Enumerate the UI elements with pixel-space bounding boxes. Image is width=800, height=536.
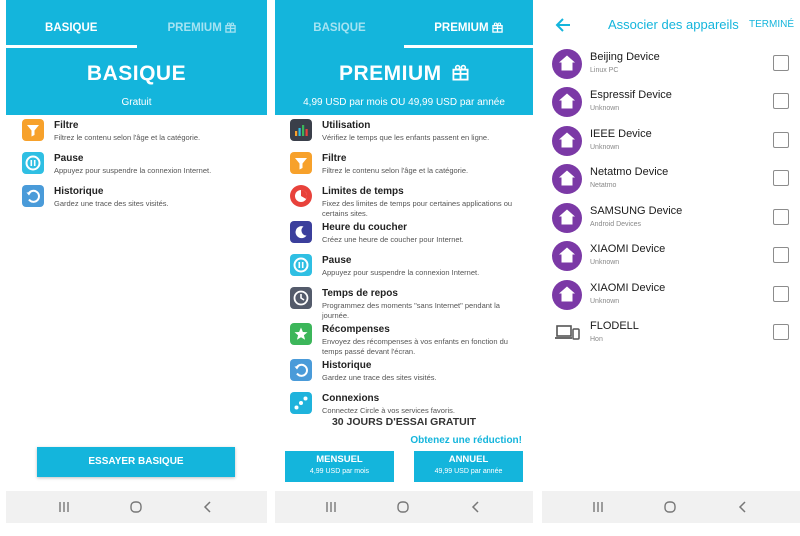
device-type: Unknown xyxy=(590,105,620,112)
device-checkbox[interactable] xyxy=(773,93,789,109)
discount-link[interactable]: Obtenez une réduction! xyxy=(410,435,522,446)
back-arrow-icon[interactable] xyxy=(554,16,572,34)
filter-icon xyxy=(22,119,44,141)
feature-desc: Envoyez des récompenses à vos enfants en fonction du temps passé devant l'écran. xyxy=(322,337,508,356)
feature-desc: Fixez des limites de temps pour certaines applications ou certains sites. xyxy=(322,199,513,218)
plan-title xyxy=(275,62,533,86)
feature-desc: Vérifiez le temps que les enfants passent en ligne. xyxy=(322,133,490,142)
tab-basic[interactable] xyxy=(6,14,137,48)
device-name: XIAOMI Device xyxy=(590,243,666,255)
home-nav-icon[interactable] xyxy=(395,499,411,515)
feature-title: Historique xyxy=(322,360,372,371)
laptop-phone-icon xyxy=(554,322,580,344)
plan-header xyxy=(6,0,267,115)
feature-desc: Créez une heure de coucher pour Internet. xyxy=(322,235,464,244)
device-name: SAMSUNG Device xyxy=(590,205,683,217)
device-type: Netatmo xyxy=(590,182,617,189)
annual-title: ANNUEL xyxy=(448,454,489,465)
device-row[interactable] xyxy=(552,164,792,202)
annual-plan-button[interactable] xyxy=(414,451,523,482)
feature-title: Pause xyxy=(322,255,352,266)
plan-price: 4,99 USD par mois OU 49,99 USD par année xyxy=(303,97,505,108)
device-name: Netatmo Device xyxy=(590,166,669,178)
home-icon xyxy=(552,280,582,310)
android-nav-bar xyxy=(542,491,800,523)
free-trial-label: 30 JOURS D'ESSAI GRATUIT xyxy=(331,416,477,428)
device-type: Android Devices xyxy=(590,221,641,228)
feature-desc: Appuyez pour suspendre la connexion Internet. xyxy=(322,268,480,277)
feature-desc: Filtrez le contenu selon l'âge et la catégorie. xyxy=(322,166,469,175)
feature-title: Temps de repos xyxy=(322,288,398,299)
usage-chart-icon xyxy=(290,119,312,141)
back-nav-icon[interactable] xyxy=(735,499,751,515)
plan-header xyxy=(275,0,533,115)
connections-icon xyxy=(290,392,312,414)
back-nav-icon[interactable] xyxy=(200,499,216,515)
recents-icon[interactable] xyxy=(590,499,606,515)
feature-title: Pause xyxy=(54,153,84,164)
back-nav-icon[interactable] xyxy=(468,499,484,515)
monthly-title: MENSUEL xyxy=(316,454,363,465)
tab-basic[interactable] xyxy=(275,14,404,48)
feature-desc: Filtrez le contenu selon l'âge et la catégorie. xyxy=(54,133,201,142)
device-checkbox[interactable] xyxy=(773,286,789,302)
bedtime-moon-icon xyxy=(290,221,312,243)
plan-title: BASIQUE xyxy=(86,62,187,85)
home-icon xyxy=(552,164,582,194)
device-type: Unknown xyxy=(590,298,620,305)
feature-title: Heure du coucher xyxy=(322,222,408,233)
try-basic-button[interactable]: ESSAYER BASIQUE xyxy=(37,447,235,477)
device-name: FLODELL xyxy=(590,320,639,332)
feature-desc: Connectez Circle à vos services favoris. xyxy=(322,406,455,415)
monthly-plan-button[interactable] xyxy=(285,451,394,482)
pause-icon xyxy=(290,254,312,276)
plan-title-text: PREMIUM xyxy=(338,62,442,85)
gift-icon xyxy=(492,22,503,33)
tab-basic-label: BASIQUE xyxy=(45,22,98,34)
home-icon xyxy=(552,126,582,156)
feature-title: Historique xyxy=(54,186,104,197)
recents-icon[interactable] xyxy=(56,499,72,515)
feature-title: Récompenses xyxy=(322,324,390,335)
device-checkbox[interactable] xyxy=(773,247,789,263)
device-type: Hon xyxy=(590,336,603,343)
android-nav-bar xyxy=(6,491,267,523)
device-row[interactable] xyxy=(552,203,792,241)
device-row[interactable] xyxy=(552,280,792,318)
feature-title: Filtre xyxy=(54,120,79,131)
device-checkbox[interactable] xyxy=(773,324,789,340)
device-name: IEEE Device xyxy=(590,128,652,140)
tab-premium[interactable] xyxy=(137,14,268,48)
device-name: XIAOMI Device xyxy=(590,282,666,294)
feature-desc: Gardez une trace des sites visités. xyxy=(54,199,169,208)
monthly-price: 4,99 USD par mois xyxy=(309,468,370,475)
home-nav-icon[interactable] xyxy=(662,499,678,515)
feature-desc: Appuyez pour suspendre la connexion Internet. xyxy=(54,166,212,175)
feature-title: Limites de temps xyxy=(322,186,404,197)
tab-basic-label: BASIQUE xyxy=(313,22,366,34)
device-row[interactable] xyxy=(552,49,792,87)
plan-tabs xyxy=(6,14,267,48)
feature-title: Connexions xyxy=(322,393,380,404)
star-icon xyxy=(290,323,312,345)
device-row[interactable] xyxy=(552,241,792,279)
filter-icon xyxy=(290,152,312,174)
history-icon xyxy=(22,185,44,207)
premium-plan-screen xyxy=(275,0,533,523)
device-name: Espressif Device xyxy=(590,89,672,101)
recents-icon[interactable] xyxy=(323,499,339,515)
device-checkbox[interactable] xyxy=(773,132,789,148)
device-type: Unknown xyxy=(590,144,620,151)
tab-indicator xyxy=(404,45,533,48)
device-row[interactable] xyxy=(552,318,792,356)
annual-price: 49,99 USD par année xyxy=(434,468,503,475)
clock-icon xyxy=(290,287,312,309)
tab-premium-label: PREMIUM xyxy=(167,22,222,34)
page-title: Associer des appareils xyxy=(608,17,739,32)
device-checkbox[interactable] xyxy=(773,170,789,186)
pause-icon xyxy=(22,152,44,174)
basic-plan-screen xyxy=(6,0,267,523)
device-type: Linux PC xyxy=(590,67,619,74)
tab-premium-label: PREMIUM xyxy=(434,22,489,34)
home-nav-icon[interactable] xyxy=(128,499,144,515)
app-bar xyxy=(542,0,800,48)
pair-devices-screen xyxy=(542,0,800,523)
plan-tabs xyxy=(275,14,533,48)
device-type: Unknown xyxy=(590,259,620,266)
feature-title: Filtre xyxy=(322,153,347,164)
gift-icon xyxy=(452,64,469,81)
feature-title: Utilisation xyxy=(322,120,371,131)
tab-premium[interactable] xyxy=(404,14,533,48)
feature-desc: Programmez des moments "sans Internet" pendant la journée. xyxy=(322,301,500,320)
home-icon xyxy=(552,241,582,271)
device-checkbox[interactable] xyxy=(773,209,789,225)
home-icon xyxy=(552,49,582,79)
device-row[interactable] xyxy=(552,87,792,125)
device-checkbox[interactable] xyxy=(773,55,789,71)
home-icon xyxy=(552,203,582,233)
android-nav-bar xyxy=(275,491,533,523)
done-button[interactable]: TERMINÉ xyxy=(749,19,794,30)
tab-indicator xyxy=(6,45,137,48)
gift-icon xyxy=(225,22,236,33)
feature-desc: Gardez une trace des sites visités. xyxy=(322,373,437,382)
device-row[interactable] xyxy=(552,126,792,164)
device-name: Beijing Device xyxy=(590,51,660,63)
time-limit-icon xyxy=(290,185,312,207)
history-icon xyxy=(290,359,312,381)
plan-price: Gratuit xyxy=(121,97,152,108)
home-icon xyxy=(552,87,582,117)
